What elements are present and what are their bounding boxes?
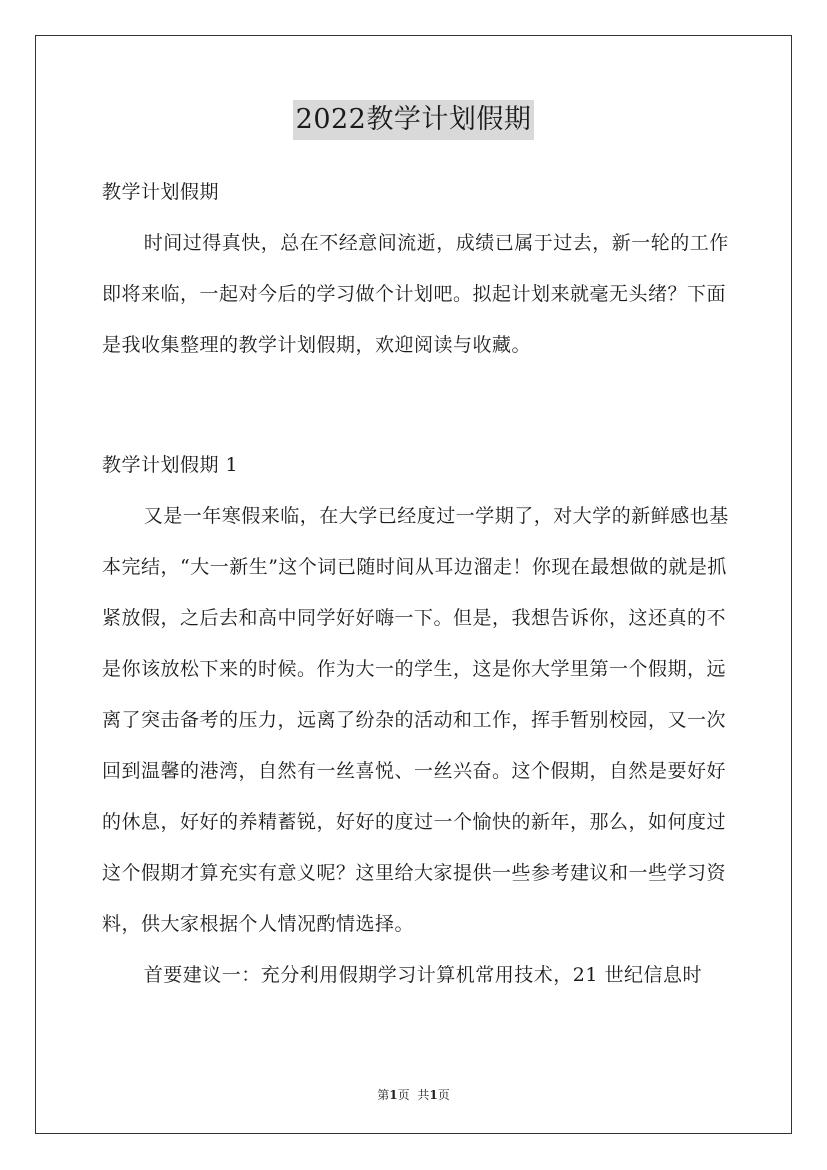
section-1-paragraph-2: 首要建议一：充分利用假期学习计算机常用技术，21 世纪信息时 xyxy=(143,964,703,986)
intro-heading: 教学计划假期 xyxy=(102,181,220,203)
document-title: 2022教学计划假期 xyxy=(293,100,535,140)
footer-total-number: 1 xyxy=(429,1088,438,1102)
section-1-heading: 教学计划假期 1 xyxy=(102,454,239,476)
page-footer xyxy=(0,1086,827,1103)
intro-paragraph: 时间过得真快，总在不经意间流逝，成绩已属于过去，新一轮的工作即将来临，一起对今后的学习做个计划吧。拟起计划来就毫无头绪？下面是我收集整理的教学计划假期，欢迎阅读与收藏。 xyxy=(102,232,729,356)
document-body xyxy=(102,167,737,371)
section-1-paragraph-1: 又是一年寒假来临，在大学已经度过一学期了，对大学的新鲜感也基本完结，“大一新生”这个词已随时间从耳边溜走！你现在最想做的就是抓紧放假，之后去和高中同学好好嗨一下。但是，我想告诉你，这还真的不是你该放松下来的时候。作为大一的学生，这是你大学里第一个假期，远离了突击备考的压力，远离了纷杂的活动和工作，挥手暂别校园，又一次回到温馨的港湾，自然有一丝喜悦、一丝兴奋。这个假期，自然是要好好的休息，好好的养精蓄锐，好好的度过一个愉快的新年，那么，如何度过这个假期才算充实有意义呢？这里给大家提供一些参考建议和一些学习资料，供大家根据个人情况酌情选择。 xyxy=(102,505,729,935)
footer-page-prefix: 第 xyxy=(377,1088,390,1102)
section-1 xyxy=(102,440,737,1001)
title-container xyxy=(0,100,827,140)
footer-total-suffix: 页 xyxy=(437,1088,450,1102)
footer-page-number: 1 xyxy=(389,1088,398,1102)
footer-total-prefix: 共 xyxy=(417,1088,430,1102)
footer-page-suffix: 页 xyxy=(397,1088,410,1102)
